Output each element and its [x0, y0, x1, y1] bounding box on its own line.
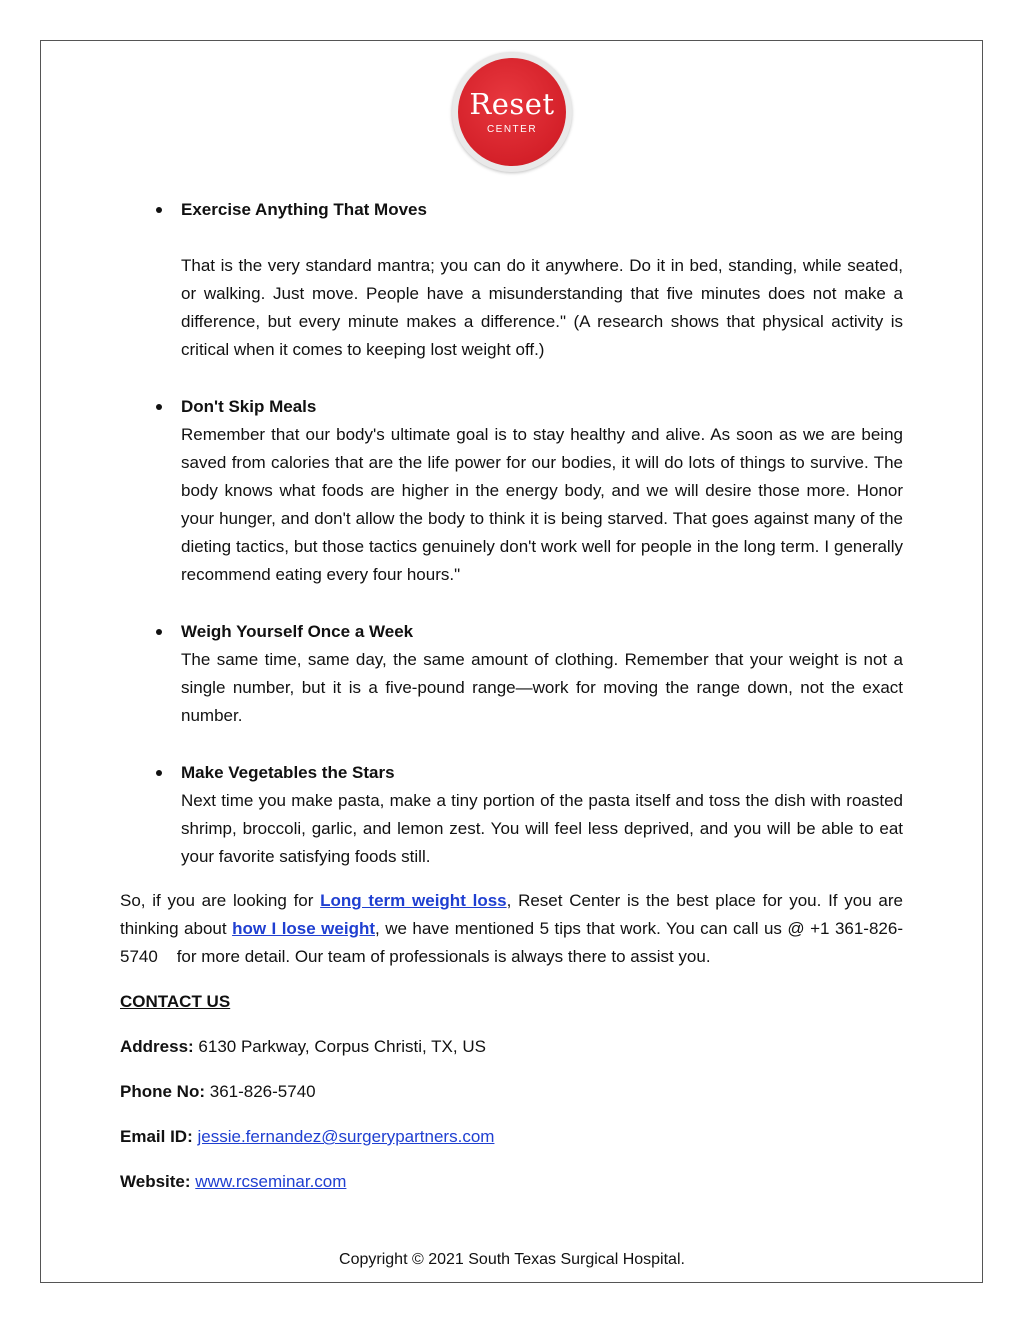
tip-heading: Weigh Yourself Once a Week: [181, 622, 414, 641]
phone-value: 361-826-5740: [209, 1082, 316, 1101]
tip-weigh: [120, 618, 903, 730]
address-value: 6130 Parkway, Corpus Christi, TX, US: [198, 1037, 486, 1056]
logo-badge: [458, 58, 566, 166]
tip-exercise: [120, 196, 903, 364]
website-link[interactable]: www.rcseminar.com: [195, 1172, 347, 1191]
bullet-icon: [156, 404, 162, 410]
tip-body: The same time, same day, the same amount of clothing. Remember that your weight is not a single number, but it is a five-pound range—work for moving the range down, not the exact number.: [181, 650, 903, 725]
bullet-icon: [156, 207, 162, 213]
website-line: [120, 1168, 903, 1196]
email-link[interactable]: jessie.fernandez@surgerypartners.com: [197, 1127, 495, 1146]
tip-heading: Exercise Anything That Moves: [181, 200, 427, 219]
address-label: Address:: [120, 1037, 194, 1056]
long-term-weight-loss-link[interactable]: Long term weight loss: [320, 891, 507, 910]
logo-subtitle: CENTER: [486, 124, 538, 135]
tip-body: That is the very standard mantra; you can do it anywhere. Do it in bed, standing, while seated, or walking. Just move. People have a misunderstanding that five minutes does not make a difference, but every minute makes a difference." (A research shows that physical activity is critical when it comes to keeping lost weight off.): [181, 256, 903, 359]
website-label: Website:: [120, 1172, 191, 1191]
summary-text: , Reset Center is the best place for you. If you are thinking about: [120, 891, 903, 938]
tip-meals: [120, 393, 903, 589]
bullet-icon: [156, 770, 162, 776]
copyright-footer: Copyright © 2021 South Texas Surgical Hospital.: [339, 1251, 685, 1268]
tip-heading: Make Vegetables the Stars: [181, 763, 395, 782]
logo-word: Reset: [469, 87, 555, 121]
email-line: [120, 1123, 903, 1151]
tip-body: Next time you make pasta, make a tiny portion of the pasta itself and toss the dish with roasted shrimp, broccoli, garlic, and lemon zest. You will feel less deprived, and you will be able to eat your favorite satisfying foods still.: [181, 791, 903, 866]
document-content: [120, 196, 903, 1196]
summary-text: , we have mentioned 5 tips that work. You can call us @ +1 361-826-5740 for more detail. Our team of professionals is always there to assist you.: [120, 919, 903, 966]
summary-text: So, if you are looking for: [120, 891, 321, 910]
phone-line: [120, 1078, 903, 1106]
tip-heading: Don't Skip Meals: [181, 397, 317, 416]
address-line: [120, 1033, 903, 1061]
summary-paragraph: [120, 887, 903, 971]
tip-vegetables: [120, 759, 903, 871]
reset-center-logo: [452, 52, 572, 172]
how-i-lose-weight-link[interactable]: how I lose weight: [232, 919, 376, 938]
bullet-icon: [156, 629, 162, 635]
contact-heading: CONTACT US: [120, 992, 231, 1011]
email-label: Email ID:: [120, 1127, 193, 1146]
tip-body: Remember that our body's ultimate goal is to stay healthy and alive. As soon as we are being saved from calories that are the life power for our bodies, it will do lots of things to survive. The body knows what foods are higher in the energy body, and we will desire those more. Honor your hunger, and don't allow the body to think it is being starved. That goes against many of the dieting tactics, but those tactics genuinely don't work well for people in the long term. I generally recommend eating every four hours.": [181, 425, 903, 584]
phone-label: Phone No:: [120, 1082, 205, 1101]
